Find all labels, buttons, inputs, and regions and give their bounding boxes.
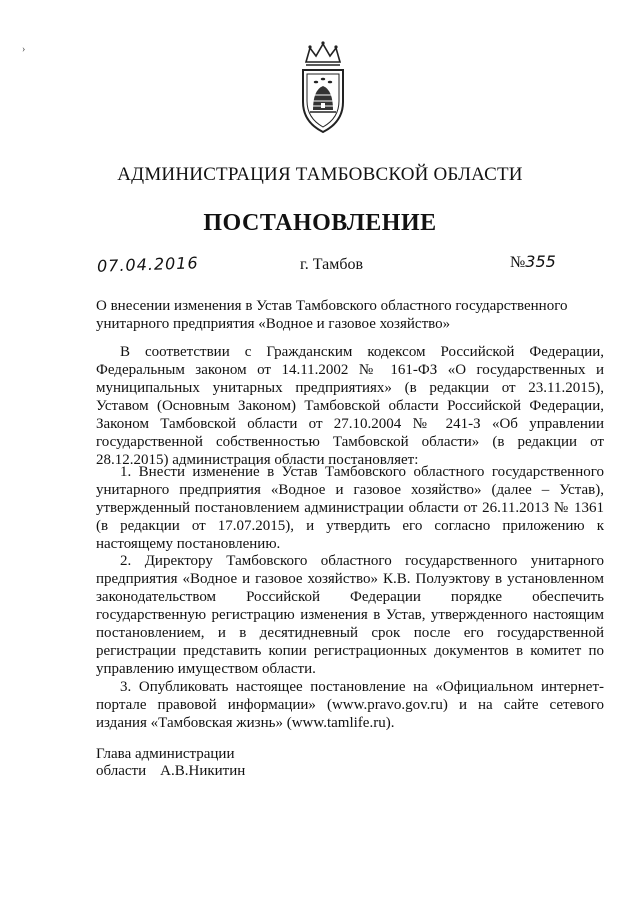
signatory-title-line1: Глава администрации — [96, 746, 235, 762]
signatory-region: области — [96, 763, 147, 779]
clause-2-paragraph: 2. Директору Тамбовского областного государственного унитарного предприятия «Водное и газовое хозяйство» К.В. Полуэктову в установленном законодательством Российской Федерации порядке обеспечить государственную регистрацию изменения в Устав, утвержденного настоящим постановлением, и в десятидневный срок после его государственной регистрации представить копии регистрационных документов в комитет по управлению имуществом области. — [96, 553, 604, 677]
document-date: 07.04.2016 — [96, 253, 199, 276]
signatory-name: А.В.Никитин — [160, 763, 246, 779]
document-city: г. Тамбов — [300, 256, 364, 273]
scan-mark: › — [22, 44, 26, 55]
organization-title: АДМИНИСТРАЦИЯ ТАМБОВСКОЙ ОБЛАСТИ — [117, 164, 523, 185]
number-value: 355 — [525, 252, 556, 271]
document-number — [510, 252, 556, 272]
clause-1-paragraph: 1. Внести изменение в Устав Тамбовского областного государственного унитарного предприятия «Водное и газовое хозяйство» (далее – Устав), утвержденный постановлением администрации области от 26.11.2013 № 1361 (в редакции от 17.07.2015), и утвердить его согласно приложению к настоящему постановлению. — [96, 464, 604, 552]
signature-block — [96, 746, 245, 780]
coat-of-arms-icon — [296, 40, 350, 140]
signatory-title-line2 — [96, 763, 245, 780]
preamble-paragraph: В соответствии с Гражданским кодексом Российской Федерации, Федеральным законом от 14.11.2002 № 161-ФЗ «О государственных и муниципальных унитарных предприятиях» (в редакции от 23.11.2015), Уставом (Основным Законом) Тамбовской области Российской Федерации, Законом Тамбовской области от 27.10.2004 № 241-З «Об управлении государственной собственностью Тамбовской области» (в редакции от 28.12.2015) администрация области постановляет: — [96, 344, 604, 468]
document-type-heading: ПОСТАНОВЛЕНИЕ — [203, 210, 437, 236]
document-subject: О внесении изменения в Устав Тамбовского областного государственного унитарного предприятия «Водное и газовое хозяйство» — [96, 298, 568, 332]
number-label: № — [510, 254, 526, 271]
clause-3-paragraph: 3. Опубликовать настоящее постановление на «Официальном интернет-портале правовой информации» (www.pravo.gov.ru) и на сайте сетевого издания «Тамбовская жизнь» (www.tamlife.ru). — [96, 679, 604, 731]
